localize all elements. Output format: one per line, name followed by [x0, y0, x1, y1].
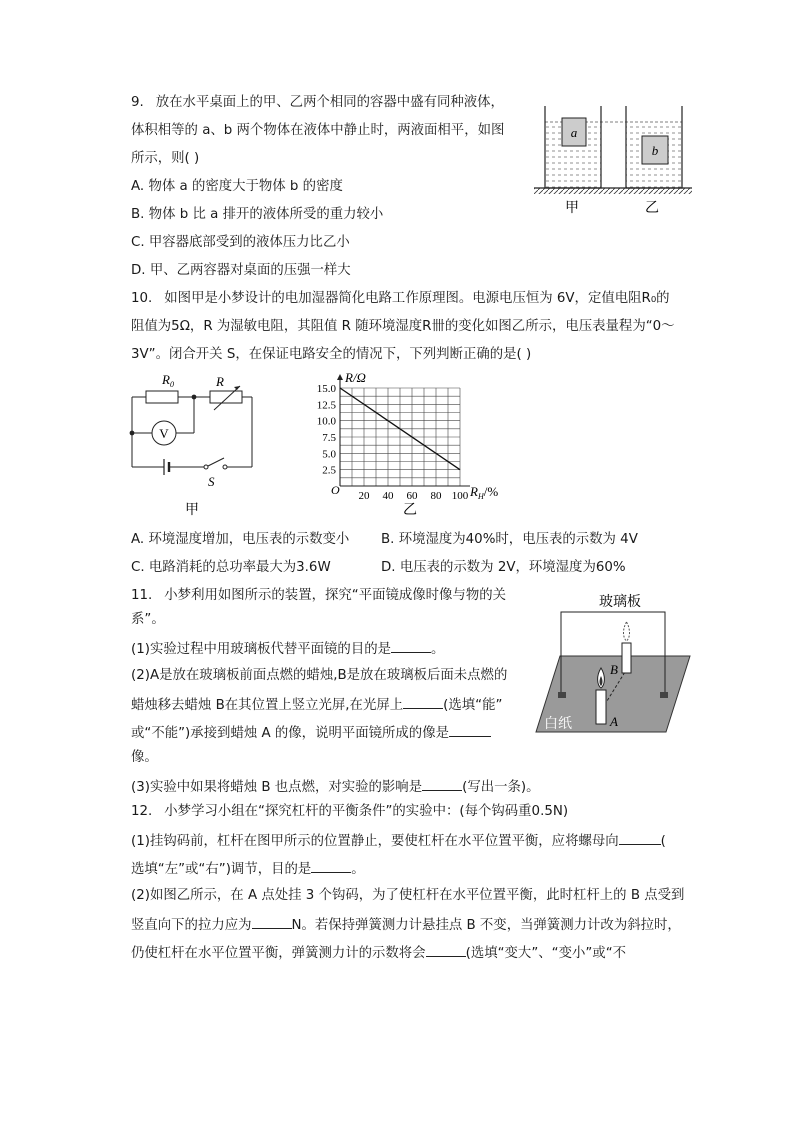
label-jia: 甲 — [565, 201, 579, 216]
q12-blank-4[interactable] — [426, 942, 466, 957]
q10-option-a[interactable]: A. 环境湿度增加，电压表的示数变小 — [131, 532, 350, 547]
switch-label: S — [208, 474, 215, 489]
q10-number: 10. — [131, 291, 153, 306]
q11-part-1: (1)实验过程中用玻璃板代替平面镜的目的是 。 — [131, 638, 444, 660]
chart-y-tick-label: 10.0 — [316, 415, 336, 428]
label-yi: 乙 — [645, 201, 659, 216]
q10-option-d[interactable]: D. 电压表的示数为 2V，环境湿度为60% — [381, 560, 626, 575]
q11-blank-1[interactable] — [391, 638, 431, 653]
q9-option-a[interactable]: A. 物体 a 的密度大于物体 b 的密度 — [131, 179, 343, 194]
q11-line-1: 11. 小梦利用如图所示的装置，探究“平面镜成像时像与物的关 — [131, 588, 506, 603]
q12-number: 12. — [131, 804, 153, 819]
q9-option-b[interactable]: B. 物体 b 比 a 排开的液体所受的重力较小 — [131, 207, 384, 222]
chart-y-tick-label: 15.0 — [316, 383, 336, 395]
q11-blank-3[interactable] — [449, 722, 491, 737]
q12-part-1-line-1: (1)挂钩码前，杠杆在图甲所示的位置静止，要使杠杆在水平位置平衡，应将螺母向 ( — [131, 830, 666, 852]
candle-b-label: B — [610, 662, 618, 677]
q9-number: 9. — [131, 95, 144, 110]
q12-part-2-line-1: (2)如图乙所示，在 A 点处挂 3 个钩码，为了使杠杆在水平位置平衡，此时杠杆上的 B 点受到 — [131, 888, 685, 903]
q10-humidity-chart — [300, 368, 515, 518]
r0-label: $R_0$ — [162, 372, 174, 389]
chart-origin: O — [331, 483, 340, 497]
q11-part-2-line-4: 像。 — [131, 750, 158, 765]
q11-blank-4[interactable] — [422, 776, 462, 791]
q11-part-2-line-2: 蜡烛移去蜡烛 B在其位置上竖立光屏,在光屏上 (选填“能” — [131, 694, 502, 716]
candle-a-label: A — [610, 714, 618, 729]
q10-line-3: 3V”。闭合开关 S，在保证电路安全的情况下，下列判断正确的是( ) — [131, 347, 532, 362]
q11-line-2: 系”。 — [131, 612, 165, 627]
q11-part-2-line-1: (2)A是放在玻璃板前面点燃的蜡烛,B是放在玻璃板后面未点燃的 — [131, 668, 508, 683]
white-paper-label: 白纸 — [544, 716, 572, 732]
glass-plate-label: 玻璃板 — [599, 594, 641, 610]
q11-number: 11. — [131, 588, 153, 603]
chart-caption: 乙 — [403, 503, 417, 518]
q11-mirror-figure — [532, 588, 694, 738]
q9-containers-figure — [528, 100, 698, 220]
q9-option-c[interactable]: C. 甲容器底部受到的液体压力比乙小 — [131, 235, 350, 250]
q9-line-3: 所示，则( ) — [131, 151, 200, 166]
q12-blank-3[interactable] — [252, 914, 292, 929]
resistor-r — [210, 391, 242, 403]
chart-y-label: R/Ω — [345, 370, 366, 385]
q11-part-2-line-3: 或“不能”)承接到蜡烛 A 的像，说明平面镜所成的像是 — [131, 722, 491, 744]
chart-x-tick-label: 60 — [406, 490, 418, 502]
chart-y-tick-label: 2.5 — [322, 464, 336, 477]
q11-blank-2[interactable] — [403, 694, 443, 709]
q10-circuit-diagram — [124, 370, 264, 520]
voltmeter-label: V — [159, 426, 169, 441]
chart-x-label: $R_H/\%$ — [470, 484, 499, 501]
q12-blank-2[interactable] — [311, 858, 351, 873]
q12-part-1-line-2: 选填“左”或“右”)调节，目的是 。 — [131, 858, 365, 880]
chart-y-arrow — [337, 374, 343, 380]
q12-line-1: 12. 小梦学习小组在“探究杠杆的平衡条件”的实验中：(每个钩码重0.5N) — [131, 804, 569, 819]
object-b-label: b — [651, 143, 659, 158]
chart-x-tick-label: 80 — [430, 490, 442, 502]
q10-line-1: 10. 如图甲是小梦设计的电加湿器简化电路工作原理图。电源电压恒为 6V，定值电阻R₀的 — [131, 291, 670, 306]
switch — [208, 458, 224, 466]
q9-option-d[interactable]: D. 甲、乙两容器对桌面的压强一样大 — [131, 263, 351, 278]
q12-part-2-line-3: 仍使杠杆在水平位置平衡，弹簧测力计的示数将会 (选填“变大”、“变小”或“不 — [131, 942, 626, 964]
chart-x-tick-label: 20 — [358, 490, 370, 502]
circuit-caption: 甲 — [185, 503, 199, 518]
q10-line-2: 阻值为5Ω，R 为湿敏电阻，其阻值 R 随环境湿度R卌的变化如图乙所示，电压表量程为“0～ — [131, 319, 675, 334]
candle-a — [596, 690, 606, 724]
candle-b — [622, 643, 631, 673]
q12-part-2-line-2: 竖直向下的拉力应为 N。若保持弹簧测力计悬挂点 B 不变，当弹簧测力计改为斜拉时， — [131, 914, 681, 936]
resistor-r0 — [146, 391, 178, 403]
chart-y-tick-label: 7.5 — [322, 432, 336, 444]
chart-x-tick-label: 100 — [451, 490, 469, 502]
q12-blank-1[interactable] — [619, 830, 661, 845]
q10-option-c[interactable]: C. 电路消耗的总功率最大为3.6W — [131, 560, 331, 575]
r-label: R — [216, 374, 224, 389]
chart-y-tick-label: 5.0 — [322, 448, 336, 461]
q10-option-b[interactable]: B. 环境湿度为40%时，电压表的示数为 4V — [381, 532, 638, 547]
q9-line-1: 9. 放在水平桌面上的甲、乙两个相同的容器中盛有同种液体， — [131, 95, 504, 110]
chart-x-tick-label: 40 — [382, 490, 394, 502]
q9-line-2: 体积相等的 a、b 两个物体在液体中静止时，两液面相平，如图 — [131, 123, 505, 138]
object-a-label: a — [570, 125, 578, 140]
q11-part-3: (3)实验中如果将蜡烛 B 也点燃，对实验的影响是 (写出一条)。 — [131, 776, 540, 798]
chart-y-tick-label: 12.5 — [316, 399, 336, 412]
